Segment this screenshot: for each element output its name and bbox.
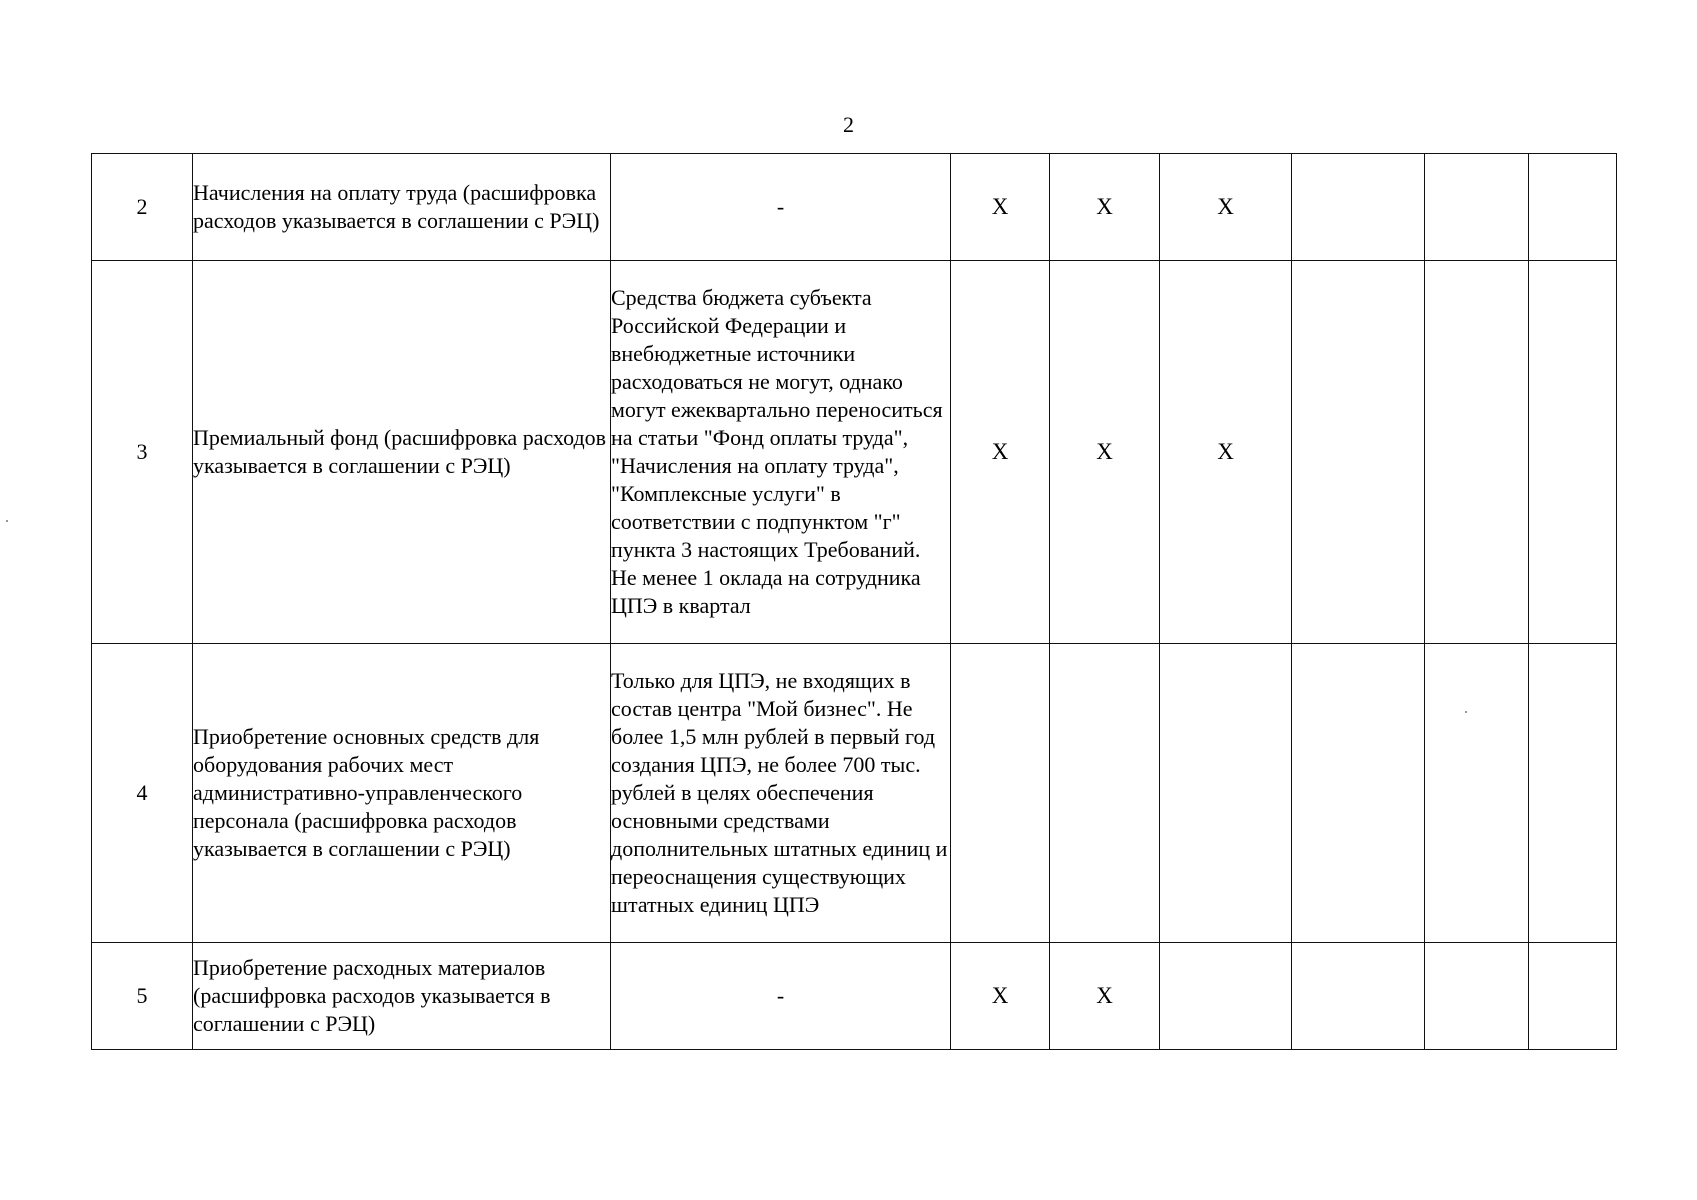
mark-cell <box>1292 154 1425 261</box>
mark-cell <box>1529 943 1617 1050</box>
mark-cell <box>951 644 1050 943</box>
scan-speck <box>6 520 8 522</box>
mark-cell <box>1425 154 1529 261</box>
mark-cell: X <box>1160 154 1292 261</box>
row-number: 2 <box>92 154 193 261</box>
table-row <box>92 261 1617 644</box>
mark-cell: X <box>951 261 1050 644</box>
mark-cell: X <box>1050 154 1160 261</box>
expense-name: Приобретение расходных материалов (расшифровка расходов указывается в соглашении с РЭЦ) <box>193 943 611 1050</box>
expense-name: Приобретение основных средств для оборудования рабочих мест административно-управленческого персонала (расшифровка расходов указывается в соглашении с РЭЦ) <box>193 644 611 943</box>
mark-cell <box>1160 943 1292 1050</box>
table-row <box>92 644 1617 943</box>
mark-cell <box>1425 644 1529 943</box>
row-number: 3 <box>92 261 193 644</box>
mark-cell: X <box>1160 261 1292 644</box>
row-number: 4 <box>92 644 193 943</box>
mark-cell <box>1425 261 1529 644</box>
table-row <box>92 154 1617 261</box>
mark-cell <box>1292 261 1425 644</box>
mark-cell: X <box>1050 943 1160 1050</box>
page-number: 2 <box>843 112 854 137</box>
mark-cell <box>1529 261 1617 644</box>
expense-table <box>91 153 1617 1050</box>
scan-speck <box>1465 711 1467 713</box>
expense-note: Только для ЦПЭ, не входящих в состав центра "Мой бизнес". Не более 1,5 млн рублей в первый год создания ЦПЭ, не более 700 тыс. рублей в целях обеспечения основными средствами дополнительных штатных единиц и переоснащения существующих штатных единиц ЦПЭ <box>611 644 951 943</box>
mark-cell <box>1292 644 1425 943</box>
mark-cell <box>1292 943 1425 1050</box>
mark-cell <box>1425 943 1529 1050</box>
mark-cell: X <box>1050 261 1160 644</box>
expense-name: Премиальный фонд (расшифровка расходов указывается в соглашении с РЭЦ) <box>193 261 611 644</box>
mark-cell: X <box>951 943 1050 1050</box>
expense-name: Начисления на оплату труда (расшифровка расходов указывается в соглашении с РЭЦ) <box>193 154 611 261</box>
expense-note: Средства бюджета субъекта Российской Федерации и внебюджетные источники расходоваться не могут, однако могут ежеквартально переноситься на статьи "Фонд оплаты труда", "Начисления на оплату труда", "Комплексные услуги" в соответствии с подпунктом "г" пункта 3 настоящих Требований. Не менее 1 оклада на сотрудника ЦПЭ в квартал <box>611 261 951 644</box>
expense-note: - <box>611 943 951 1050</box>
mark-cell <box>1050 644 1160 943</box>
table-row <box>92 943 1617 1050</box>
expense-note: - <box>611 154 951 261</box>
row-number: 5 <box>92 943 193 1050</box>
mark-cell <box>1529 154 1617 261</box>
mark-cell <box>1160 644 1292 943</box>
mark-cell <box>1529 644 1617 943</box>
mark-cell: X <box>951 154 1050 261</box>
